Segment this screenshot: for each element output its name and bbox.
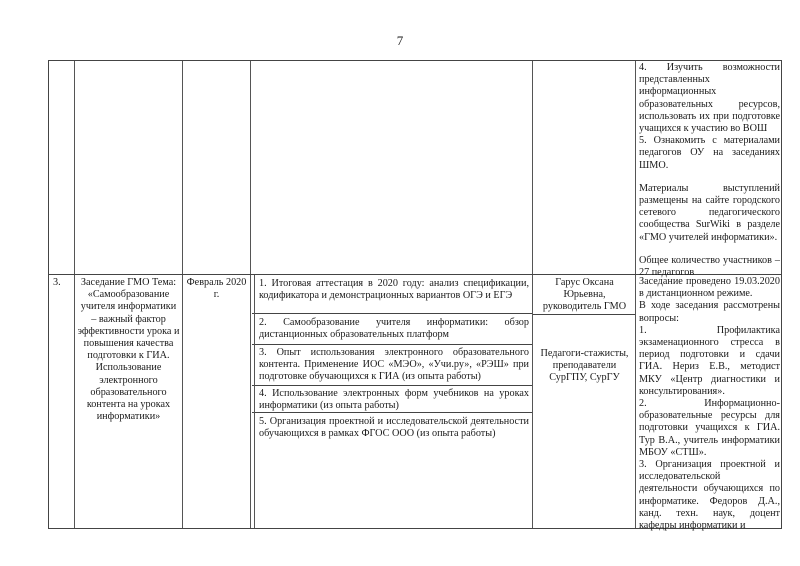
- column-divider: [182, 61, 183, 528]
- result-text: В ходе заседания рассмотрены вопросы:: [639, 300, 780, 324]
- result-text: 3. Организация проектной и исследовательской деятельности обучающихся по информатике. Федоров Д.А., канд. техн. наук, доцент кафедры информатики и: [639, 459, 780, 532]
- result-text: 2. Информационно-образовательные ресурсы для подготовки учащихся к ГИА. Тур В.А., учитель информатики МБОУ «СТШ».: [639, 398, 780, 458]
- result-text: Общее количество участников – 27 педагогов: [639, 254, 780, 279]
- agenda-item-2: 2. Самообразование учителя информатики: обзор дистанционных образовательных платформ: [259, 317, 529, 341]
- agenda-divider: [252, 313, 532, 314]
- responsible-divider: [533, 314, 635, 315]
- column-divider: [74, 61, 75, 528]
- agenda-item-1: 1. Итоговая аттестация в 2020 году: анализ спецификации, кодификатора и демонстрационных вариантов ОГЭ и ЕГЭ: [259, 278, 529, 302]
- event-date: Февраль 2020 г.: [186, 277, 247, 301]
- events-table: [48, 60, 782, 532]
- result-text: 4. Изучить возможности представленных информационных образовательных ресурсов, использовать их при подготовке учащихся к участию во ВОШ: [639, 62, 780, 135]
- result-cell-row3: [639, 276, 780, 532]
- column-divider: [532, 61, 533, 528]
- agenda-item-4: 4. Использование электронных форм учебников на уроках информатики (из опыта работы): [259, 388, 529, 412]
- agenda-divider: [252, 385, 532, 386]
- event-title: Заседание ГМО Тема: «Самообразование учителя информатики – важный фактор эффективности урока и повышения качества подготовки к ГИА. Использование электронного образовательного контента на уроках информатики»: [77, 277, 180, 423]
- responsible-head: Гарус Оксана Юрьевна, руководитель ГМО: [542, 277, 627, 313]
- result-text: Заседание проведено 19.03.2020 в дистанционном режиме.: [639, 276, 780, 300]
- page-number: 7: [396, 33, 404, 48]
- agenda-item-5: 5. Организация проектной и исследовательской деятельности обучающихся в рамках ФГОС ООО (из опыта работы): [259, 416, 529, 440]
- agenda-inner-border: [254, 275, 255, 528]
- result-text: Материалы выступлений размещены на сайте городского сетевого педагогического сообщества SurWiki в разделе «ГМО учителей информатики».: [639, 182, 780, 243]
- result-text: 5. Ознакомить с материалами педагогов ОУ на заседаниях ШМО.: [639, 135, 780, 171]
- column-divider: [250, 61, 251, 528]
- result-text: 1. Профилактика экзаменационного стресса в период подготовки и сдачи ГИА. Нериз Е.В., методист МКУ «Центр диагностики и консультирования».: [639, 324, 780, 397]
- column-divider: [635, 61, 636, 528]
- result-cell-continued: [639, 62, 780, 279]
- agenda-divider: [252, 344, 532, 345]
- row-number: 3.: [53, 277, 61, 288]
- agenda-item-3: 3. Опыт использования электронного образовательного контента. Применение ИОС «МЭО», «Учи.ру», «РЭШ» при подготовке обучающихся к ГИА (из опыта работы): [259, 347, 529, 383]
- responsible-others: Педагоги-стажисты, преподаватели СурГПУ, СурГУ: [540, 348, 629, 384]
